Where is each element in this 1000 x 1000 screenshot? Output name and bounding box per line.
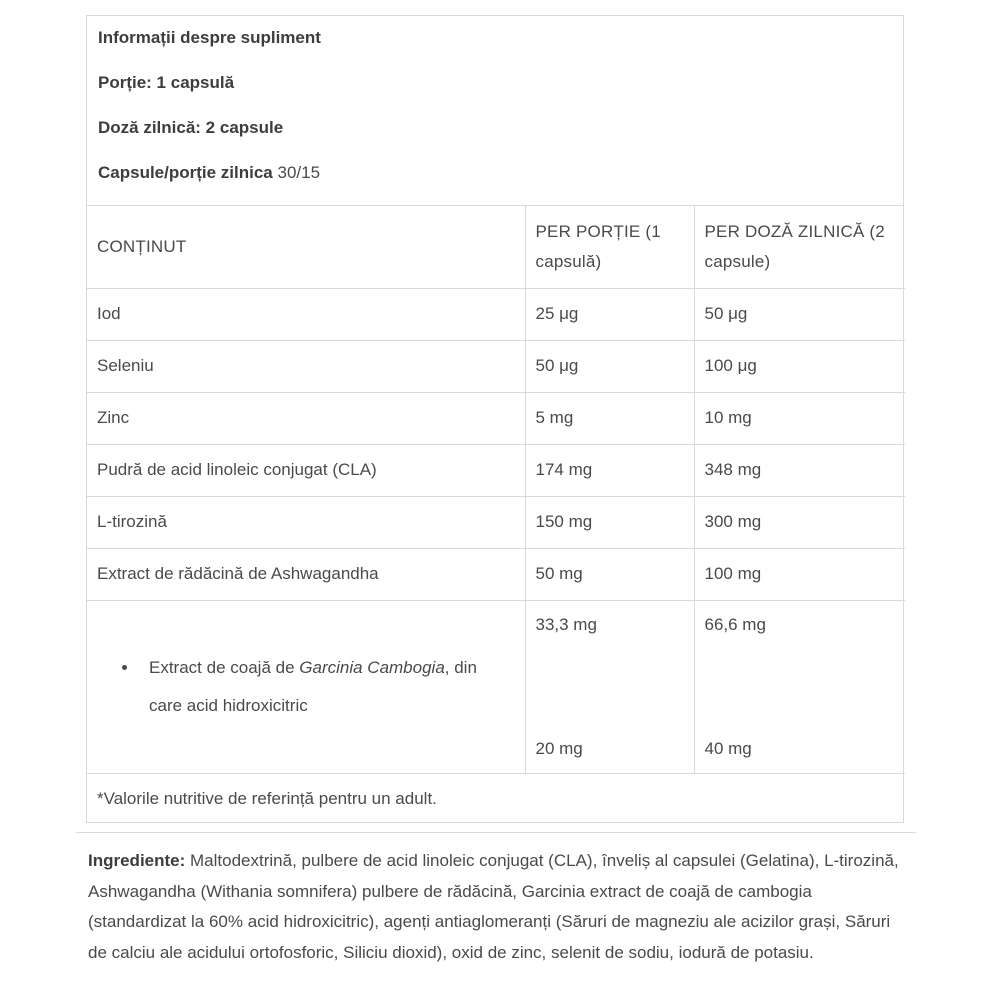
per-serving-sub-value: 20 mg: [535, 738, 583, 758]
table-row: [87, 548, 905, 600]
per-day-cell: [694, 600, 905, 773]
ingredients-paragraph: [88, 846, 908, 968]
supplement-facts-box: [86, 15, 904, 823]
table-row: [87, 288, 905, 340]
per-day-value: 66,6 mg: [704, 614, 766, 634]
ingredient-name: [87, 600, 525, 773]
per-day-sub-value: 40 mg: [704, 738, 752, 758]
footnote: *Valorile nutritive de referință pentru un adult.: [97, 788, 437, 808]
supplement-title: Informații despre supliment: [98, 28, 321, 47]
per-serving-value: 174 mg: [525, 444, 694, 496]
per-serving-value: 33,3 mg: [535, 614, 597, 634]
table-row: [87, 496, 905, 548]
per-day-value: 10 mg: [694, 392, 905, 444]
ingredient-name: Extract de rădăcină de Ashwagandha: [87, 548, 525, 600]
per-day-value: 100 μg: [694, 340, 905, 392]
nutrition-table: [87, 206, 905, 774]
per-day-value: 348 mg: [694, 444, 905, 496]
table-header-row: [87, 206, 905, 288]
list-item: • Extract de coajă de Garcinia Cambogia, din care acid hidroxicitric: [139, 649, 515, 725]
ingredient-name: Zinc: [87, 392, 525, 444]
daily-dose: Doză zilnică: 2 capsule: [98, 118, 284, 137]
header-per-day: PER DOZĂ ZILNICĂ (2 capsule): [694, 206, 905, 288]
header-content: CONȚINUT: [87, 206, 525, 288]
table-row-garcinia: [87, 600, 905, 773]
per-day-value: 100 mg: [694, 548, 905, 600]
ingredients-text: Maltodextrină, pulbere de acid linoleic conjugat (CLA), înveliș al capsulei (Gelatina), L-tirozină, Ashwagandha (Withania somnifera) pulbere de rădăcină, Garcinia extract de coajă de cambogia (standardizat la 60% acid hidroxicitric), agenți antiaglomeranți (Săruri de magneziu ale acizilor grași, Săruri de calciu ale acidului ortofosforic, Siliciu dioxid), oxid de zinc, selenit de sodiu, iodură de potasiu.: [88, 851, 899, 962]
per-serving-value: 50 μg: [525, 340, 694, 392]
divider: [76, 832, 916, 833]
per-day-value: 300 mg: [694, 496, 905, 548]
supplement-info: [87, 16, 903, 206]
table-row: [87, 444, 905, 496]
ingredients-label: Ingrediente:: [88, 851, 186, 870]
table-row: [87, 392, 905, 444]
per-serving-value: 50 mg: [525, 548, 694, 600]
ingredient-name: L-tirozină: [87, 496, 525, 548]
table-row: [87, 340, 905, 392]
header-per-serving: PER PORȚIE (1 capsulă): [525, 206, 694, 288]
per-day-value: 50 μg: [694, 288, 905, 340]
capsules-per-dose: Capsule/porție zilnica 30/15: [98, 163, 321, 182]
per-serving-cell: [525, 600, 694, 773]
ingredient-name: Pudră de acid linoleic conjugat (CLA): [87, 444, 525, 496]
per-serving-value: 150 mg: [525, 496, 694, 548]
serving-size: Porție: 1 capsulă: [98, 73, 235, 92]
ingredient-name: Seleniu: [87, 340, 525, 392]
garcinia-list: [97, 649, 515, 725]
per-serving-value: 5 mg: [525, 392, 694, 444]
per-serving-value: 25 μg: [525, 288, 694, 340]
ingredient-name: Iod: [87, 288, 525, 340]
